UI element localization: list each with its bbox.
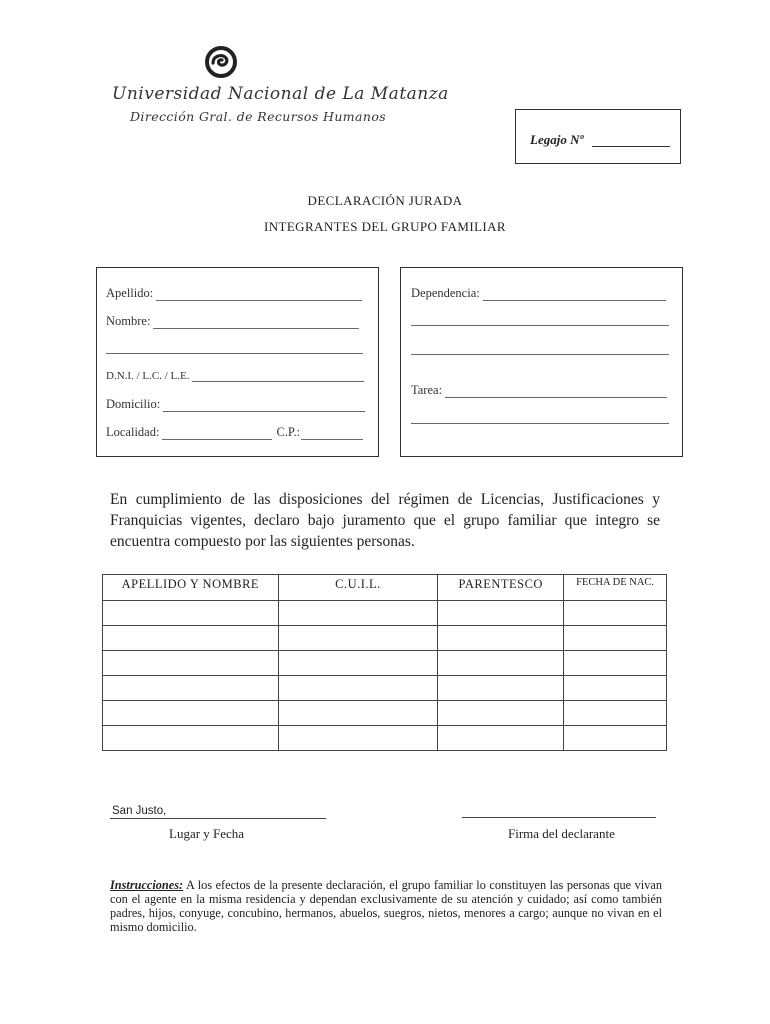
place-date-line[interactable] bbox=[110, 818, 326, 819]
domicilio-field[interactable] bbox=[106, 397, 365, 412]
family-members-table bbox=[102, 574, 667, 751]
table-cell[interactable] bbox=[278, 701, 438, 726]
dependencia-label: Dependencia: bbox=[411, 286, 480, 300]
university-logo-icon bbox=[204, 45, 238, 79]
declaration-paragraph: En cumplimiento de las disposiciones del régimen de Licencias, Justificaciones y Franquicias vigentes, declaro bajo juramento que el grupo familiar que integro se encuentra compuesto por las siguientes personas. bbox=[110, 491, 660, 550]
dni-line[interactable] bbox=[192, 369, 364, 382]
header-parentesco: PARENTESCO bbox=[438, 575, 564, 601]
table-cell[interactable] bbox=[564, 676, 667, 701]
instructions-text: A los efectos de la presente declaración, el grupo familiar lo constituyen las personas que vivan con el agente en la misma residencia y dependan exclusivamente de su atención y cuidado; así como también padres, hijos, conyuge, concubino, hermanos, abuelos, suegros, nietos, menores a cargo; aunque no vivan en el mismo domicilio. bbox=[110, 878, 662, 934]
table-cell[interactable] bbox=[103, 601, 279, 626]
table-cell[interactable] bbox=[103, 726, 279, 751]
dni-field[interactable] bbox=[106, 369, 364, 382]
place-date-label: Lugar y Fecha bbox=[169, 826, 245, 841]
localidad-field[interactable] bbox=[106, 425, 363, 440]
table-cell[interactable] bbox=[103, 676, 279, 701]
dependencia-field[interactable] bbox=[411, 286, 666, 301]
apellido-line[interactable] bbox=[156, 288, 362, 301]
table-cell[interactable] bbox=[278, 651, 438, 676]
table-row bbox=[103, 726, 667, 751]
header-cuil: C.U.I.L. bbox=[278, 575, 438, 601]
dependencia-extra-line-2[interactable] bbox=[411, 354, 669, 355]
domicilio-line[interactable] bbox=[163, 399, 365, 412]
table-cell[interactable] bbox=[278, 601, 438, 626]
table-cell[interactable] bbox=[438, 726, 564, 751]
table-row bbox=[103, 651, 667, 676]
table-cell[interactable] bbox=[278, 726, 438, 751]
institution-name: Universidad Nacional de La Matanza bbox=[112, 84, 449, 104]
instructions bbox=[110, 878, 662, 934]
nombre-extra-line[interactable] bbox=[106, 353, 363, 354]
document-title: DECLARACIÓN JURADA bbox=[307, 193, 463, 208]
table-cell[interactable] bbox=[564, 626, 667, 651]
tarea-field[interactable] bbox=[411, 383, 667, 398]
table-cell[interactable] bbox=[564, 701, 667, 726]
nombre-line[interactable] bbox=[153, 316, 359, 329]
tarea-line[interactable] bbox=[445, 385, 667, 398]
tarea-label: Tarea: bbox=[411, 383, 443, 397]
table-body bbox=[103, 601, 667, 751]
header-fecha-nac: FECHA DE NAC. bbox=[564, 575, 667, 601]
nombre-label: Nombre: bbox=[106, 314, 151, 328]
dni-label: D.N.I. / L.C. / L.E. bbox=[106, 370, 190, 382]
header-apellido-nombre: APELLIDO Y NOMBRE bbox=[103, 575, 279, 601]
table-row bbox=[103, 601, 667, 626]
apellido-label: Apellido: bbox=[106, 286, 154, 300]
dependencia-line[interactable] bbox=[483, 288, 666, 301]
table-cell[interactable] bbox=[103, 651, 279, 676]
place-prefill: San Justo, bbox=[112, 805, 167, 817]
table-cell[interactable] bbox=[564, 726, 667, 751]
localidad-line[interactable] bbox=[162, 427, 272, 440]
localidad-label: Localidad: bbox=[106, 425, 160, 439]
table-cell[interactable] bbox=[103, 626, 279, 651]
department-name: Dirección Gral. de Recursos Humanos bbox=[130, 109, 387, 124]
table-row bbox=[103, 676, 667, 701]
table-cell[interactable] bbox=[278, 626, 438, 651]
table-cell[interactable] bbox=[103, 701, 279, 726]
table-cell[interactable] bbox=[438, 626, 564, 651]
cp-line[interactable] bbox=[301, 427, 363, 440]
nombre-field[interactable] bbox=[106, 314, 359, 329]
table-cell[interactable] bbox=[278, 676, 438, 701]
domicilio-label: Domicilio: bbox=[106, 397, 161, 411]
table-header-row bbox=[103, 575, 667, 601]
table-cell[interactable] bbox=[564, 651, 667, 676]
instructions-label: Instrucciones: bbox=[110, 878, 184, 892]
document-subtitle: INTEGRANTES DEL GRUPO FAMILIAR bbox=[263, 219, 507, 234]
table-row bbox=[103, 701, 667, 726]
tarea-extra-line[interactable] bbox=[411, 423, 669, 424]
legajo-input-line[interactable] bbox=[592, 146, 670, 147]
signature-label: Firma del declarante bbox=[508, 826, 615, 841]
cp-label: C.P.: bbox=[276, 425, 301, 439]
legajo-label: Legajo Nº bbox=[530, 132, 584, 147]
apellido-field[interactable] bbox=[106, 286, 362, 301]
table-cell[interactable] bbox=[564, 601, 667, 626]
dependencia-extra-line-1[interactable] bbox=[411, 325, 669, 326]
signature-line[interactable] bbox=[462, 817, 656, 818]
table-cell[interactable] bbox=[438, 676, 564, 701]
table-row bbox=[103, 626, 667, 651]
table-cell[interactable] bbox=[438, 701, 564, 726]
table-cell[interactable] bbox=[438, 651, 564, 676]
table-cell[interactable] bbox=[438, 601, 564, 626]
